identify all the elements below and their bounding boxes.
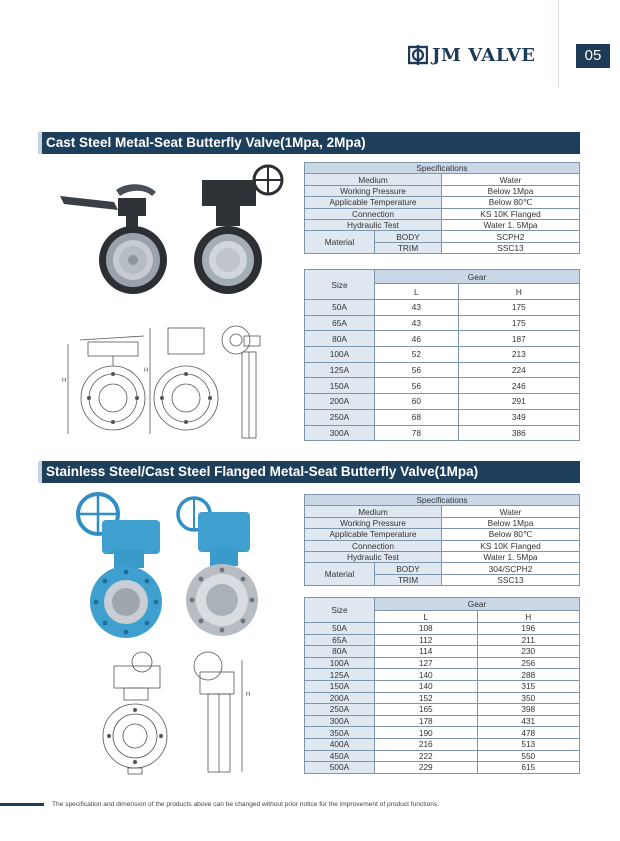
spec-value: Water 1. 5Mpa [442, 551, 580, 562]
h-header: H [477, 611, 580, 623]
dim-l-cell: 56 [375, 378, 459, 394]
section1-spec-table [304, 162, 580, 254]
page-number: 05 [576, 44, 610, 68]
dim-row [305, 646, 580, 658]
dim-size-cell: 100A [305, 657, 375, 669]
dim-l-cell: 56 [375, 362, 459, 378]
flanged-valve-steel-photo [176, 490, 276, 640]
dim-l-cell: 60 [375, 394, 459, 410]
dim-row [305, 425, 580, 441]
height-mark: H [246, 692, 251, 698]
dim-h-cell: 291 [458, 394, 579, 410]
l-header: L [375, 284, 459, 300]
dim-l-cell: 222 [375, 750, 478, 762]
spec-heading: Specifications [305, 495, 580, 506]
dim-l-cell: 216 [375, 738, 478, 750]
dim-l-cell: 140 [375, 669, 478, 681]
dim-h-cell: 349 [458, 409, 579, 425]
dim-l-cell: 43 [375, 315, 459, 331]
dim-h-cell: 315 [477, 680, 580, 692]
section2-spec-table [304, 494, 580, 586]
dim-h-cell: 230 [477, 646, 580, 658]
dim-size-cell: 125A [305, 362, 375, 378]
dim-l-cell: 112 [375, 634, 478, 646]
dim-l-cell: 178 [375, 715, 478, 727]
gear-header: Gear [375, 270, 580, 284]
section2-dim-rows [305, 623, 580, 774]
dim-row [305, 409, 580, 425]
brand-name: JM VALVE [432, 44, 536, 66]
dim-l-cell: 190 [375, 727, 478, 739]
dim-l-cell: 229 [375, 762, 478, 774]
dim-size-cell: 450A [305, 750, 375, 762]
size-header: Size [305, 598, 375, 623]
height-mark: H [144, 368, 149, 374]
dim-h-cell: 550 [477, 750, 580, 762]
wafer-valve-lever-photo [56, 160, 176, 310]
material-part: BODY [375, 563, 442, 574]
material-label: Material [305, 231, 375, 254]
height-mark: H [62, 378, 67, 384]
spec-value: Below 1Mpa [442, 185, 580, 196]
dim-row [305, 692, 580, 704]
dim-row [305, 362, 580, 378]
spec-heading: Specifications [305, 163, 580, 174]
spec-value: KS 10K Flanged [442, 540, 580, 551]
spec-label: Medium [305, 174, 442, 185]
dim-row [305, 715, 580, 727]
dim-h-cell: 386 [458, 425, 579, 441]
footer-note: The specification and dimension of the products above can be changed without prior notice for the improvement of product functions. [52, 801, 440, 808]
dim-h-cell: 288 [477, 669, 580, 681]
dim-l-cell: 108 [375, 623, 478, 635]
dim-size-cell: 50A [305, 623, 375, 635]
dim-l-cell: 165 [375, 704, 478, 716]
dim-row [305, 750, 580, 762]
dim-h-cell: 211 [477, 634, 580, 646]
dim-l-cell: 114 [375, 646, 478, 658]
dim-row [305, 347, 580, 363]
dim-size-cell: 350A [305, 727, 375, 739]
dim-l-cell: 127 [375, 657, 478, 669]
l-header: L [375, 611, 478, 623]
section-accent [38, 132, 42, 154]
gear-header: Gear [375, 598, 580, 611]
size-header: Size [305, 270, 375, 300]
material-part: TRIM [375, 574, 442, 585]
brand [408, 42, 535, 68]
dim-size-cell: 150A [305, 378, 375, 394]
dim-size-cell: 250A [305, 409, 375, 425]
dim-row [305, 704, 580, 716]
spec-label: Applicable Temperature [305, 529, 442, 540]
dim-row [305, 300, 580, 316]
footer-rule [0, 803, 44, 806]
section-accent [38, 461, 42, 483]
dim-row [305, 762, 580, 774]
dim-h-cell: 256 [477, 657, 580, 669]
dim-l-cell: 46 [375, 331, 459, 347]
dim-h-cell: 431 [477, 715, 580, 727]
section1-dim-rows [305, 300, 580, 441]
dim-h-cell: 398 [477, 704, 580, 716]
dim-l-cell: 68 [375, 409, 459, 425]
dim-row [305, 315, 580, 331]
dim-size-cell: 250A [305, 704, 375, 716]
dim-h-cell: 213 [458, 347, 579, 363]
spec-label: Connection [305, 540, 442, 551]
section2-title [38, 461, 580, 483]
spec-value: Water 1. 5Mpa [442, 219, 580, 230]
dim-h-cell: 187 [458, 331, 579, 347]
dim-l-cell: 52 [375, 347, 459, 363]
dim-h-cell: 513 [477, 738, 580, 750]
spec-value: KS 10K Flanged [442, 208, 580, 219]
material-value: SCPH2 [442, 231, 580, 242]
dim-size-cell: 300A [305, 715, 375, 727]
dim-size-cell: 50A [305, 300, 375, 316]
dim-row [305, 378, 580, 394]
spec-label: Medium [305, 506, 442, 517]
dim-h-cell: 196 [477, 623, 580, 635]
dim-row [305, 623, 580, 635]
material-value: SSC13 [442, 574, 580, 585]
section1-title-text: Cast Steel Metal-Seat Butterfly Valve(1Mpa, 2Mpa) [46, 135, 366, 150]
dim-row [305, 738, 580, 750]
h-header: H [458, 284, 579, 300]
flanged-valve-blue-photo [66, 490, 176, 640]
spec-label: Hydraulic Test [305, 551, 442, 562]
dim-size-cell: 300A [305, 425, 375, 441]
spec-label: Working Pressure [305, 185, 442, 196]
dim-h-cell: 478 [477, 727, 580, 739]
dim-size-cell: 80A [305, 646, 375, 658]
section2-dim-table [304, 597, 580, 774]
section2-title-text: Stainless Steel/Cast Steel Flanged Metal-Seat Butterfly Valve(1Mpa) [46, 464, 479, 479]
dim-size-cell: 80A [305, 331, 375, 347]
material-part: BODY [375, 231, 442, 242]
dim-h-cell: 246 [458, 378, 579, 394]
dim-size-cell: 65A [305, 315, 375, 331]
spec-label: Connection [305, 208, 442, 219]
section1-title [38, 132, 580, 154]
spec-label: Working Pressure [305, 517, 442, 528]
dim-h-cell: 175 [458, 315, 579, 331]
dim-row [305, 680, 580, 692]
dim-row [305, 634, 580, 646]
spec-label: Hydraulic Test [305, 219, 442, 230]
dim-l-cell: 140 [375, 680, 478, 692]
jm-valve-logo-icon [408, 45, 428, 65]
dim-h-cell: 350 [477, 692, 580, 704]
spec-value: Below 80℃ [442, 529, 580, 540]
dim-size-cell: 200A [305, 692, 375, 704]
dim-h-cell: 175 [458, 300, 579, 316]
dim-row [305, 669, 580, 681]
dim-row [305, 657, 580, 669]
dim-size-cell: 100A [305, 347, 375, 363]
material-part: TRIM [375, 242, 442, 253]
dim-row [305, 331, 580, 347]
material-value: 304/SCPH2 [442, 563, 580, 574]
dim-h-cell: 224 [458, 362, 579, 378]
material-value: SSC13 [442, 242, 580, 253]
section2-dimension-drawings [90, 650, 270, 776]
dim-size-cell: 150A [305, 680, 375, 692]
dim-l-cell: 152 [375, 692, 478, 704]
dim-size-cell: 125A [305, 669, 375, 681]
spec-value: Water [442, 174, 580, 185]
spec-value: Water [442, 506, 580, 517]
dim-l-cell: 78 [375, 425, 459, 441]
section1-dimension-drawings [58, 322, 278, 444]
spec-label: Applicable Temperature [305, 197, 442, 208]
material-label: Material [305, 563, 375, 586]
dim-size-cell: 200A [305, 394, 375, 410]
wafer-valve-gear-photo [188, 158, 288, 308]
spec-value: Below 80℃ [442, 197, 580, 208]
section1-dim-table [304, 269, 580, 441]
dim-row [305, 727, 580, 739]
dim-h-cell: 615 [477, 762, 580, 774]
dim-size-cell: 400A [305, 738, 375, 750]
dim-size-cell: 500A [305, 762, 375, 774]
dim-l-cell: 43 [375, 300, 459, 316]
spec-value: Below 1Mpa [442, 517, 580, 528]
dim-size-cell: 65A [305, 634, 375, 646]
dim-row [305, 394, 580, 410]
